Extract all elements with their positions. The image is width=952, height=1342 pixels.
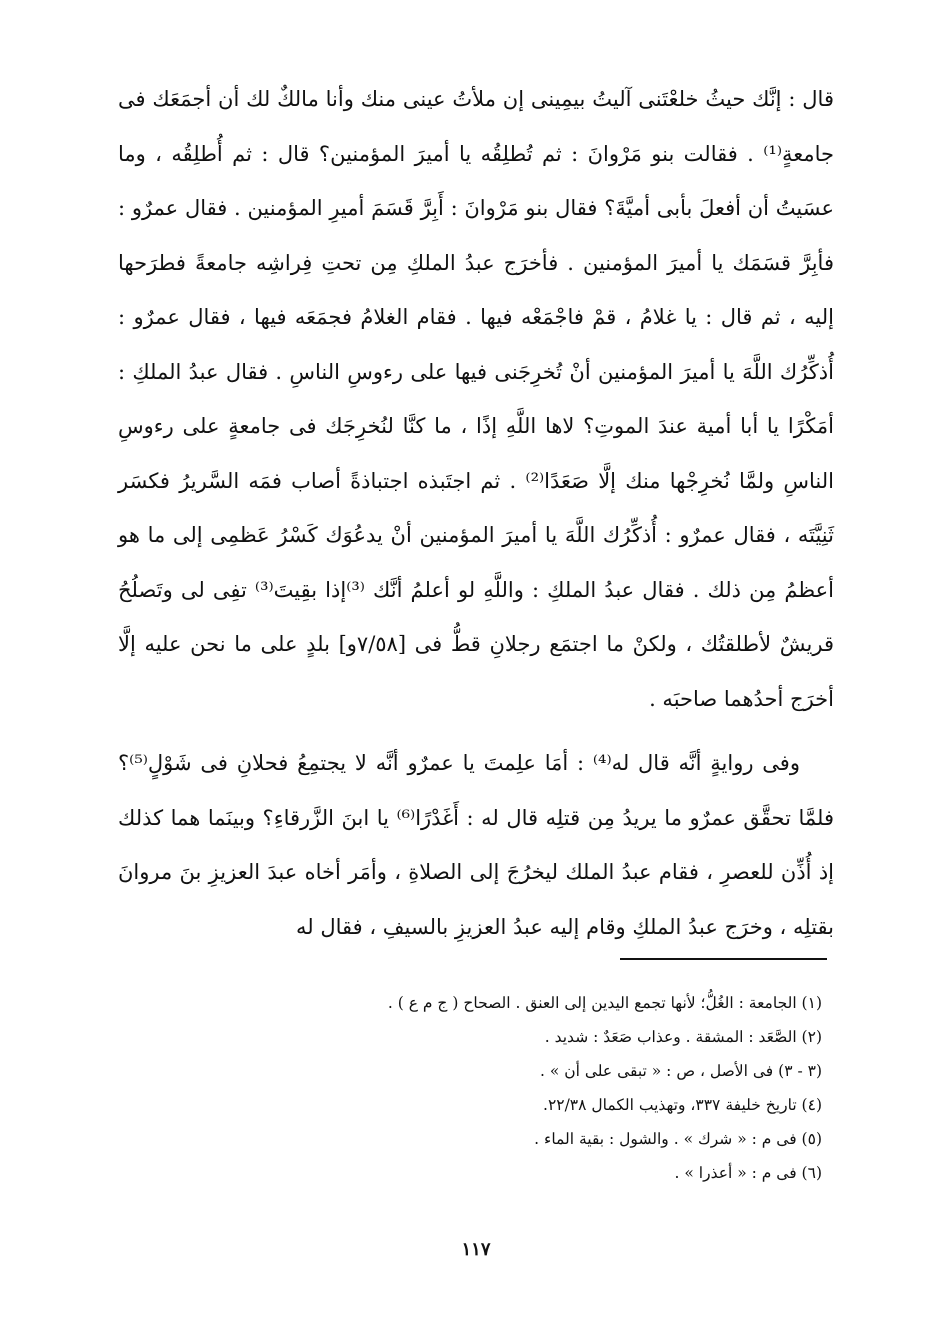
text-line: جامعةً فطرَحها إليه ، ثم قال : يا غلامُ ، قمْ فاجْمَعْه فيها . فقام الغلامُ فجمَعَه xyxy=(118,250,834,329)
text-line: قال : إنَّك حيثُ خلعْتَنى آليتُ بيمِينى إن ملأتُ عينى منك وأنا مالكٌ لك أن xyxy=(218,87,834,111)
text-line: أنْ يدعُوَك كَسْرُ عَظمِى إلى ما هو أعظمُ مِن ذلك . فقال عبدُ الملكِ : واللَّهِ لو xyxy=(118,523,834,602)
text-line: قطُّ فى [٧/٥٨و] بلدٍ على ما نحن عليه إلَّا أخرَج أحدُهما صاحبَه . xyxy=(118,632,834,711)
text-line: أُطلِقُه ، وما عسَيتُ أن أفعلَ بأبى أميَّةَ؟ فقال بنو مَرْوانَ : أَبِرَّ قَسَمَ أميرِ المؤمنين . xyxy=(118,141,834,220)
text-line: هما كذلك إذ أُذِّن للعصرِ ، فقام عبدُ الملك ليخرُجَ إلى الصلاةِ ، وأمَر أخاه عبدَ xyxy=(118,805,834,884)
footnote: (٣ - ٣) فى الأصل ، ص : « تبقى على أن » . xyxy=(539,1062,822,1080)
text-line: لنُخرِجَك فى جامعةٍ على رءوسِ الناسِ ولمَّا نُخرِجْها منك إلَّا صَعَدًا⁽²⁾ . ثم اجتَبذه xyxy=(118,414,834,493)
text-line: وفى روايةٍ أنَّه قال له⁽⁴⁾ : أمَا علِمتَ يا عمرٌو أنَّه لا يجتمِعُ فحلانِ فى xyxy=(200,751,800,775)
text-line: أجمَعَك فى جامعةٍ⁽¹⁾ . فقالت بنو مَرْوانَ : ثم تُطلِقُه يا أميرَ المؤمنين؟ قال : ثم xyxy=(118,87,834,166)
footnotes xyxy=(200,986,822,1190)
text-line: العزيزِ بنَ مروانَ بقتلِه ، وخرَج عبدُ الملكِ وقام إليه عبدُ العزيزِ بالسيفِ ، فقال له xyxy=(118,860,834,939)
text-line: الناسِ . فقال عبدُ الملكِ : أمَكْرًا يا أبا أمية عندَ الموتِ؟ لاها اللَّهِ إذًا ، ما كنَّا xyxy=(118,359,834,438)
main-text xyxy=(118,72,834,954)
text-line: أعلمُ أنَّك ⁽³⁾إذا بقِيتَ⁽³⁾ تفِى لى وتَصلُحُ قريشٌ لأطلقتُك ، ولكنْ ما اجتمَع رجلانِ xyxy=(118,577,834,656)
text-line: فيها ، فقال عمرٌو : أُذكِّرُك اللَّهَ يا أميرَ المؤمنين أنْ تُخرِجَنى فيها على رءوسِ xyxy=(118,305,834,384)
footnote: (٦) فى م : « أعذرا » . xyxy=(674,1164,822,1182)
footnote: (٤) تاريخ خليفة ٣٣٧، وتهذيب الكمال ٢٢/٣٨. xyxy=(543,1096,822,1114)
paragraph-1 xyxy=(118,72,834,726)
paragraph-2 xyxy=(118,736,834,954)
text-line: فقال عمرٌو : فأبِرَّ قسَمَك يا أميرَ المؤمنين . فأخرَج عبدُ الملكِ مِن تحتِ فِراشِه xyxy=(118,196,834,275)
footnote: (٥) فى م : « شرك » . والشول : بقية الماء . xyxy=(534,1130,822,1148)
footnote-separator xyxy=(620,958,827,960)
page-number: ١١٧ xyxy=(461,1239,491,1260)
footnote: (٢) الصَّعَد : المشقة . وعذاب صَعَدٌ : شديد . xyxy=(544,1028,822,1046)
footnote: (١) الجامعة : الغُلُّ؛ لأنها تجمع اليدين إلى العنق . الصحاح ( ج م ع ) . xyxy=(387,994,822,1012)
text-line: اجتباذةً أصاب فمَه السَّريرُ فكسَر ثَنِيَّتَه ، فقال عمرٌو : أُذكِّرُك اللَّهَ يا أميرَ المؤمنين xyxy=(118,468,834,547)
text-line: شَوْلٍ⁽⁵⁾؟ فلمَّا تحقَّق عمرٌو ما يريدُ مِن قتلِه قال له : أَغَدْرًا⁽⁶⁾ يا ابنَ الزَّرقاءِ؟ وبينَما xyxy=(118,751,834,830)
